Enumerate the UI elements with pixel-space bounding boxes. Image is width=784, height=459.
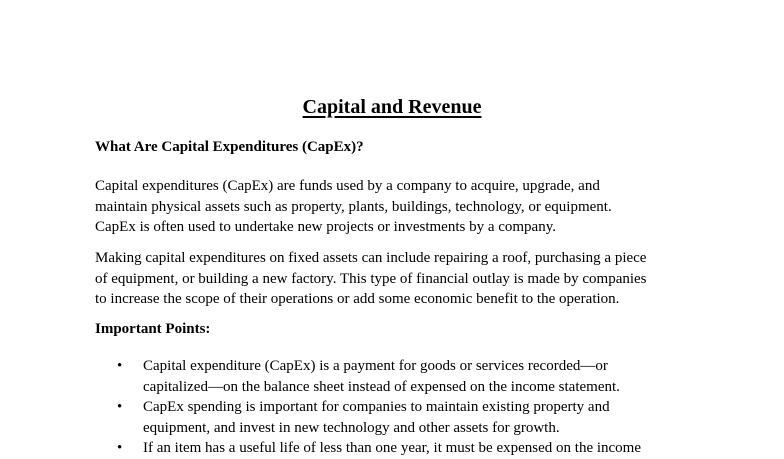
list-item-line: Capital expenditure (CapEx) is a payment for goods or services recorded—or — [143, 358, 608, 374]
document-title: Capital and Revenue — [302, 96, 482, 118]
paragraph-line: Making capital expenditures on fixed assets can include repairing a roof, purchasing a piece — [95, 250, 647, 266]
list-item — [95, 356, 715, 397]
list-item — [95, 397, 715, 438]
list-item-line: CapEx spending is important for companies to maintain existing property and — [143, 399, 610, 415]
paragraph-line: Capital expenditures (CapEx) are funds used by a company to acquire, upgrade, and — [95, 178, 600, 194]
section-heading: What Are Capital Expenditures (CapEx)? — [95, 139, 364, 155]
paragraph-line: CapEx is often used to undertake new projects or investments by a company. — [95, 219, 556, 235]
paragraph-capex-examples — [95, 248, 695, 310]
bullet-icon: • — [117, 358, 123, 374]
list-item-line: If an item has a useful life of less than one year, it must be expensed on the income — [143, 440, 641, 456]
list-item-line: equipment, and invest in new technology and other assets for growth. — [143, 419, 560, 436]
points-heading: Important Points: — [95, 321, 211, 337]
bullet-icon: • — [117, 440, 123, 456]
important-points-list — [95, 356, 715, 459]
paragraph-line: to increase the scope of their operations or add some economic benefit to the operation. — [95, 291, 620, 307]
list-item-line: capitalized—on the balance sheet instead of expensed on the income statement. — [143, 378, 620, 395]
paragraph-capex-definition — [95, 176, 695, 238]
bullet-icon: • — [117, 399, 123, 415]
paragraph-line: of equipment, or building a new factory. This type of financial outlay is made by companies — [95, 270, 647, 287]
list-item — [95, 438, 715, 459]
paragraph-line: maintain physical assets such as property, plants, buildings, technology, or equipment. — [95, 198, 612, 215]
